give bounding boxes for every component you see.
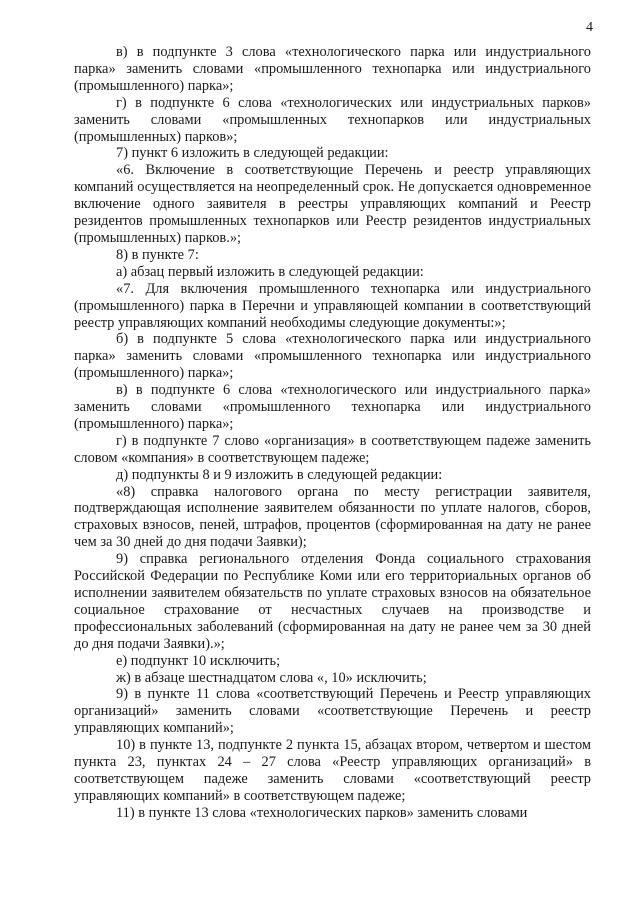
paragraph: б) в подпункте 5 слова «технологического парка или индустриального парка» заменить словами «промышленного технопарка или индустриального (промышленного) парка»; <box>74 331 591 382</box>
paragraph: 8) в пункте 7: <box>116 246 199 263</box>
paragraph: 11) в пункте 13 слова «технологических парков» заменить словами <box>116 804 528 821</box>
paragraph: «8) справка налогового органа по месту регистрации заявителя, подтверждающая исполнение заявителем обязанности по уплате налогов, сборов, страховых взносов, пеней, штрафов, процентов (сформированная на дату не ранее чем за 30 дней до дня подачи Заявки); <box>74 483 591 551</box>
paragraph: г) в подпункте 6 слова «технологических или индустриальных парков» заменить словами «промышленных технопарков или индустриальных (промышленных) парков»; <box>74 94 591 145</box>
page-number: 4 <box>586 20 593 35</box>
paragraph: в) в подпункте 3 слова «технологического парка или индустриального парка» заменить словами «промышленного технопарка или индустриального (промышленного) парка»; <box>74 44 591 94</box>
paragraph: е) подпункт 10 исключить; <box>116 652 281 669</box>
paragraph: д) подпункты 8 и 9 изложить в следующей редакции: <box>116 466 443 483</box>
paragraph: 10) в пункте 13, подпункте 2 пункта 15, абзацах втором, четвертом и шестом пункта 23, пунктах 24 – 27 слова «Реестр управляющих организаций» в соответствующем падеже заменить словами «соответствующий реестр управляющих компаний» в соответствующем падеже; <box>74 737 591 804</box>
paragraph: 9) справка регионального отделения Фонда социального страхования Российской Федерации по Республике Коми или его территориальных органов об исполнении заявителем обязательств по уплате страховых взносов на обязательное социальное страхование от несчастных случаев на производстве и профессиональных заболеваний (сформированная на дату не ранее чем за 30 дней до дня подачи Заявки).»; <box>74 551 591 652</box>
paragraph: «6. Включение в соответствующие Перечень и реестр управляющих компаний осуществляется на неопределенный срок. Не допускается одновременное включение одного заявителя в реестры управляющих компаний и Реестр резидентов промышленных технопарков или Реестр резидентов индустриальных (промышленных) парков.»; <box>74 162 591 246</box>
paragraph: «7. Для включения промышленного технопарка или индустриального (промышленного) парка в Перечни и управляющей компании в соответствующий реестр управляющих компаний необходимы следующие документы:»; <box>74 280 591 331</box>
paragraph: ж) в абзаце шестнадцатом слова «, 10» исключить; <box>116 669 427 686</box>
paragraph: 9) в пункте 11 слова «соответствующий Перечень и Реестр управляющих организаций» заменить словами «соответствующие Перечень и реестр управляющих компаний»; <box>74 686 591 737</box>
paragraph: в) в подпункте 6 слова «технологического или индустриального парка» заменить словами «промышленного технопарка или индустриального (промышленного) парка»; <box>74 382 591 432</box>
paragraph: 7) пункт 6 изложить в следующей редакции: <box>116 145 389 162</box>
paragraph: г) в подпункте 7 слово «организация» в соответствующем падеже заменить словом «компания» в соответствующем падеже; <box>74 432 591 466</box>
document-body <box>74 44 591 822</box>
paragraph: а) абзац первый изложить в следующей редакции: <box>116 263 424 280</box>
